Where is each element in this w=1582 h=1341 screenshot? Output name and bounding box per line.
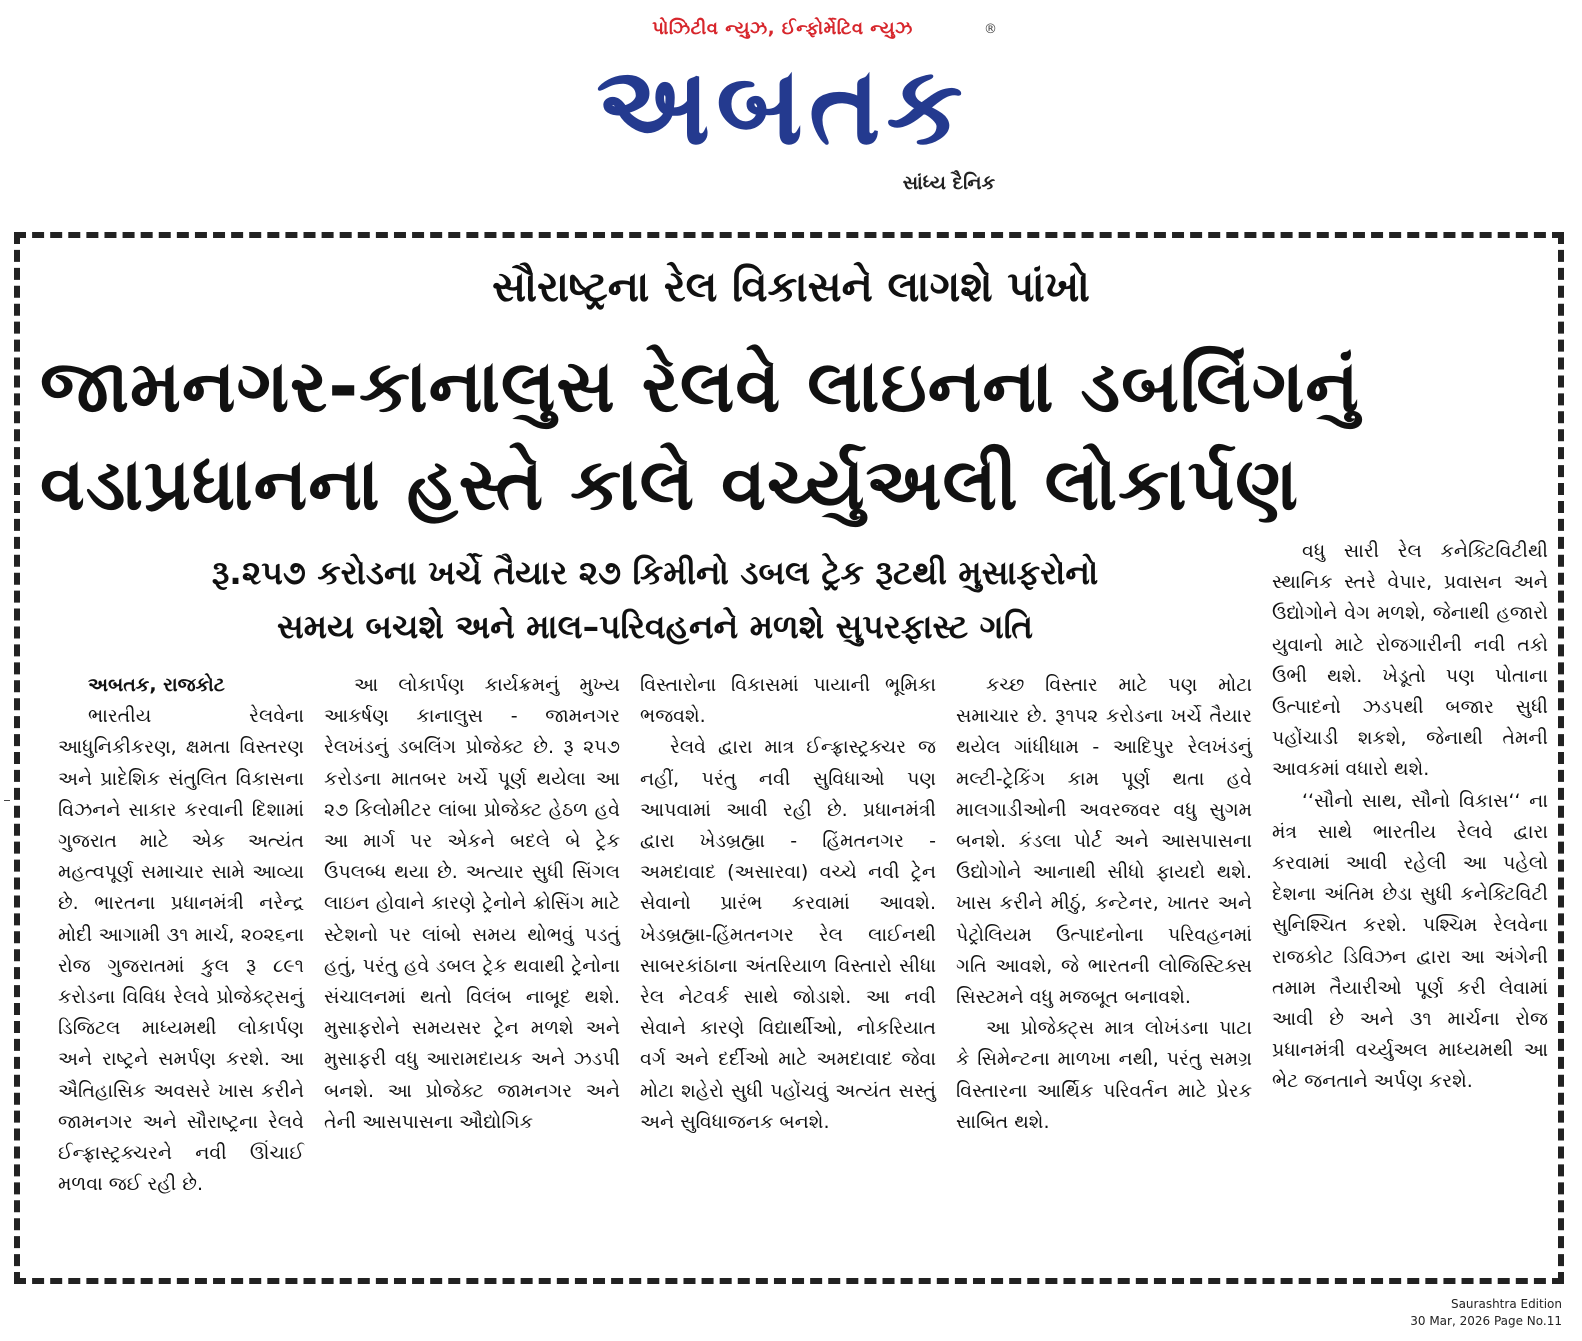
column-5-paragraph-2: ‘‘સૌનો સાથ, સૌનો વિકાસ‘‘ ના મંત્ર સાથે ભારતીય રેલવે દ્વારા કરવામાં આવી રહેલી આ પહેલો દેશના અંતિમ છેડા સુધી કનેક્ટિવિટી સુનિશ્ચિત કરશે. પશ્ચિમ રેલવેના રાજકોટ ડિવિઝન દ્વારા આ અંગેની તમામ તૈયારીઓ પૂર્ણ કરી લેવામાં આવી છે અને ૩૧ માર્ચના રોજ પ્રધાનમંત્રી વર્ચ્યુઅલ માધ્યમથી આ ભેટ જનતાને અર્પણ કરશે. <box>1272 789 1548 1093</box>
article-column-5 <box>1272 536 1548 1098</box>
newspaper-logo: અબતક <box>596 44 969 169</box>
article-column-3 <box>640 670 936 1138</box>
column-3-paragraph-1: વિસ્તારોના વિકાસમાં પાયાની ભૂમિકા ભજવશે. <box>640 674 936 728</box>
registered-mark: ® <box>984 22 997 37</box>
masthead-subtitle: સાંધ્ય દૈનિક <box>902 172 995 194</box>
article-column-1 <box>58 670 304 1200</box>
masthead <box>560 18 1005 202</box>
masthead-tagline: પોઝિટીવ ન્યુઝ, ઈન્ફોર્મેટિવ ન્યુઝ <box>652 18 913 39</box>
edition-date-page: 30 Mar, 2026 Page No.11 <box>1410 1314 1562 1328</box>
column-2-text: આ લોકાર્પણ કાર્યક્રમનું મુખ્ય આકર્ષણ કાનાલુસ - જામનગર રેલખંડનું ડબલિંગ પ્રોજેક્ટ છે. રૂ ૨૫૭ કરોડના માતબર ખર્ચે પૂર્ણ થયેલા આ ૨૭ કિલોમીટર લાંબા પ્રોજેક્ટ હેઠળ હવે આ માર્ગ પર એકને બદલે બે ટ્રેક ઉપલબ્ધ થયા છે. અત્યાર સુધી સિંગલ લાઇન હોવાને કારણે ટ્રેનોને ક્રોસિંગ માટે સ્ટેશનો પર લાંબો સમય થોભવું પડતું હતું, પરંતુ હવે ડબલ ટ્રેક થવાથી ટ્રેનોના સંચાલનમાં થતો વિલંબ નાબૂદ થશે. મુસાફરોને સમયસર ટ્રેન મળશે અને મુસાફરી વધુ આરામદાયક અને ઝડપી બનશે. આ પ્રોજેક્ટ જામનગર અને તેની આસપાસના ઔદ્યોગિક <box>324 674 620 1133</box>
edition-info <box>1410 1296 1562 1330</box>
headline-line-2: વડાપ્રધાનના હસ્તે કાલે વર્ચ્યુઅલી લોકાર્પણ <box>40 442 1300 526</box>
column-1-text: ભારતીય રેલવેના આધુનિકીકરણ, ક્ષમતા વિસ્તરણ અને પ્રાદેશિક સંતુલિત વિકાસના વિઝનને સાકાર કરવાની દિશામાં ગુજરાત માટે એક અત્યંત મહત્વપૂર્ણ સમાચાર સામે આવ્યા છે. ભારતના પ્રધાનમંત્રી નરેન્દ્ર મોદી આગામી ૩૧ માર્ચ, ૨૦૨૬ના રોજ ગુજરાતમાં કુલ રૂ ૮૯૧ કરોડના વિવિધ રેલવે પ્રોજેક્ટ્સનું ડિજિટલ માધ્યમથી લોકાર્પણ અને રાષ્ટ્રને સમર્પણ કરશે. આ ઐતિહાસિક અવસરે ખાસ કરીને જામનગર અને સૌરાષ્ટ્રના રેલવે ઈન્ફ્રાસ્ટ્રક્ચરને નવી ઊંચાઈ મળવા જઈ રહી છે. <box>58 705 304 1196</box>
article-column-4 <box>956 670 1252 1138</box>
edition-name: Saurashtra Edition <box>1450 1297 1562 1311</box>
byline: અબતક, રાજકોટ <box>88 674 225 696</box>
headline-line-1: જામનગર-કાનાલુસ રેલવે લાઇનના ડબલિંગનું <box>40 344 1360 428</box>
subheadline-line-2: સમય બચશે અને માલ–પરિવહનને મળશે સુપરફાસ્ટ ગતિ <box>277 607 1033 646</box>
subheadline-line-1: રૂ.૨૫૭ કરોડના ખર્ચે તૈયાર ૨૭ કિમીનો ડબલ ટ્રેક રૂટથી મુસાફરોનો <box>211 553 1099 592</box>
article-column-2 <box>324 670 620 1138</box>
column-4-paragraph-1: કચ્છ વિસ્તાર માટે પણ મોટા સમાચાર છે. રૂ૧૫૨ કરોડના ખર્ચે તૈયાર થયેલ ગાંધીધામ - આદિપુર રેલખંડનું મલ્ટી-ટ્રેકિંગ કામ પૂર્ણ થતા હવે માલગાડીઓની અવરજવર વધુ સુગમ બનશે. કંડલા પોર્ટ અને આસપાસના ઉદ્યોગોને આનાથી સીધો ફાયદો થશે. ખાસ કરીને મીઠું, કન્ટેનર, ખાતર અને પેટ્રોલિયમ ઉત્પાદનોના પરિવહનમાં ગતિ આવશે, જે ભારતની લોજિસ્ટિક્સ સિસ્ટમને વધુ મજબૂત બનાવશે. <box>956 674 1252 1009</box>
column-3-paragraph-2: રેલવે દ્વારા માત્ર ઈન્ફ્રાસ્ટ્રક્ચર જ નહીં, પરંતુ નવી સુવિધાઓ પણ આપવામાં આવી રહી છે. પ્રધાનમંત્રી દ્વારા ખેડબ્રહ્મા - હિંમતનગર - અમદાવાદ (અસારવા) વચ્ચે નવી ટ્રેન સેવાનો પ્રારંભ કરવામાં આવશે. ખેડબ્રહ્મા-હિંમતનગર રેલ લાઈનથી સાબરકાંઠાના અંતરિયાળ વિસ્તારો સીધા રેલ નેટવર્ક સાથે જોડાશે. આ નવી સેવાને કારણે વિદ્યાર્થીઓ, નોકરિયાત વર્ગ અને દર્દીઓ માટે અમદાવાદ જેવા મોટા શહેરો સુધી પહોંચવું અત્યંત સસ્તું અને સુવિધાજનક બનશે. <box>640 736 936 1133</box>
margin-mark <box>4 800 10 801</box>
column-4-paragraph-2: આ પ્રોજેક્ટ્સ માત્ર લોખંડના પાટા કે સિમેન્ટના માળખા નથી, પરંતુ સમગ્ર વિસ્તારના આર્થિક પરિવર્તન માટે પ્રેરક સાબિત થશે. <box>956 1017 1252 1133</box>
article-kicker: સૌરાષ્ટ્રના રેલ વિકાસને લાગશે પાંખો <box>492 262 1090 311</box>
column-5-paragraph-1: વધુ સારી રેલ કનેક્ટિવિટીથી સ્થાનિક સ્તરે વેપાર, પ્રવાસન અને ઉદ્યોગોને વેગ મળશે, જેનાથી હજારો યુવાનો માટે રોજગારીની નવી તકો ઉભી થશે. ખેડૂતો પણ પોતાના ઉત્પાદનો ઝડપથી બજાર સુધી પહોંચાડી શકશે, જેનાથી તેમની આવકમાં વધારો થશે. <box>1272 540 1548 781</box>
